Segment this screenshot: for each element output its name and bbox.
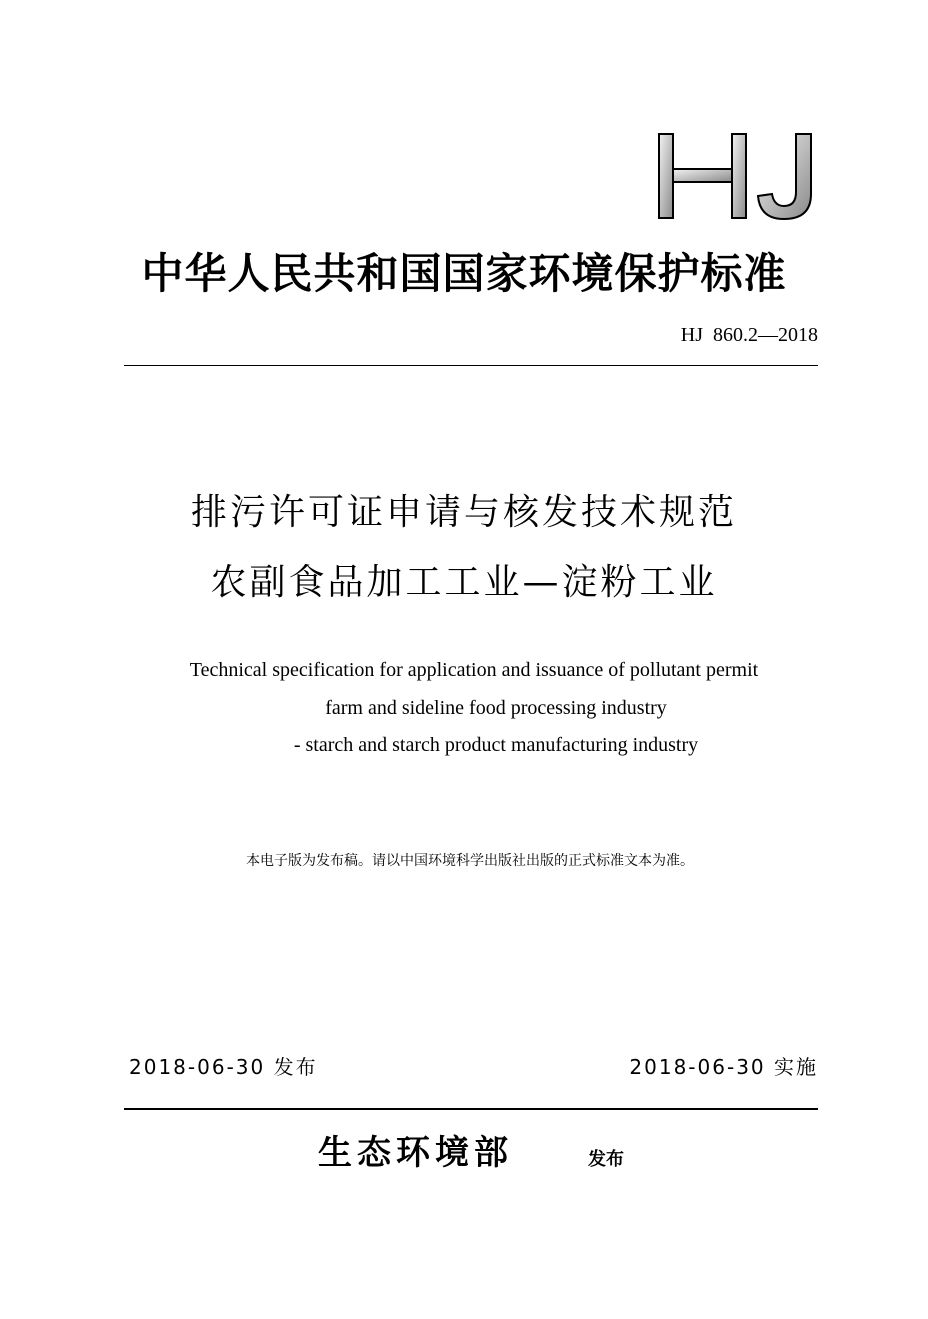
- issuing-ministry: 生态环境部: [318, 1133, 513, 1173]
- title-en-line1: Technical specification for application and issuance of pollutant permit: [189, 659, 759, 681]
- issue-label: 发布: [588, 1149, 624, 1170]
- agency-heading: 中华人民共和国国家环境保护标准: [141, 249, 787, 298]
- standard-code: HJ 860.2—2018: [680, 324, 818, 346]
- title-cn-line2: 农副食品加工工业—淀粉工业: [210, 562, 718, 603]
- hj-logo-mark: [656, 128, 818, 222]
- edition-notice: 本电子版为发布稿。请以中国环境科学出版社出版的正式标准文本为准。: [246, 853, 694, 869]
- header-divider: [124, 365, 818, 366]
- title-en-line3: - starch and starch product manufacturing industry: [293, 734, 699, 756]
- publish-date: 2018-06-30 发布: [129, 1055, 318, 1079]
- footer-divider: [124, 1108, 818, 1110]
- implement-date: 2018-06-30 实施: [629, 1055, 818, 1079]
- title-en-line2: farm and sideline food processing industry: [325, 697, 667, 719]
- hj-logo: [656, 128, 818, 222]
- title-cn-line1: 排污许可证申请与核发技术规范: [190, 492, 737, 533]
